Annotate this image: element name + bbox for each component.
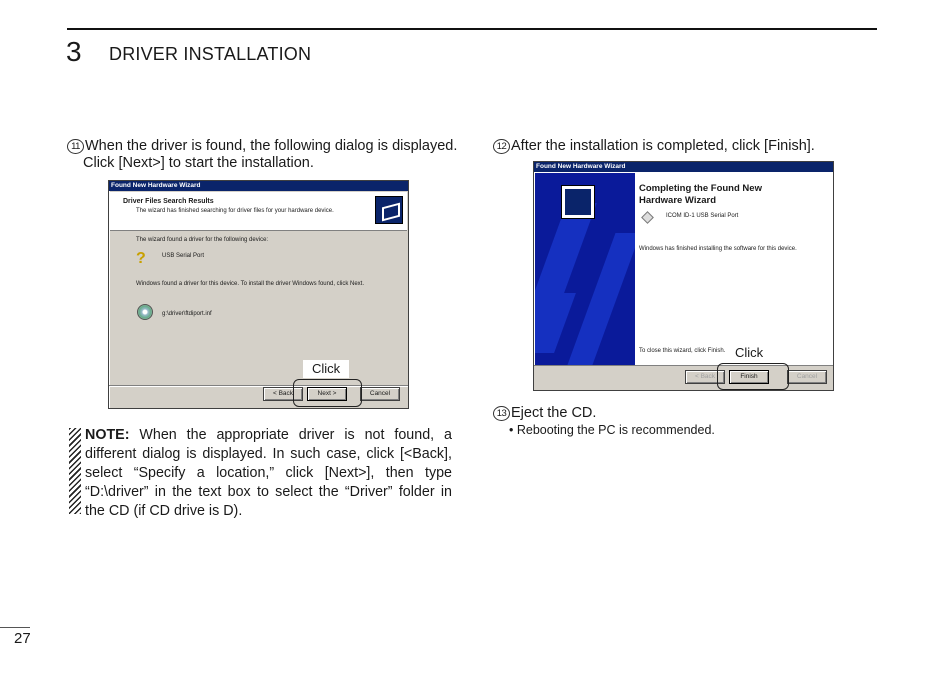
completing-wizard-dialog bbox=[533, 161, 834, 391]
wizard-side-graphic bbox=[535, 173, 635, 365]
click-highlight bbox=[717, 363, 789, 390]
step-text-line2: Click [Next>] to start the installation. bbox=[83, 155, 314, 171]
chapter-number: 3 bbox=[66, 36, 82, 67]
header-rule bbox=[67, 28, 877, 30]
step-13 bbox=[493, 405, 596, 422]
device-name: USB Serial Port bbox=[162, 253, 205, 259]
click-highlight bbox=[293, 379, 362, 407]
chapter-title: DRIVER INSTALLATION bbox=[109, 44, 312, 64]
found-hardware-dialog bbox=[108, 180, 409, 409]
step-12 bbox=[493, 138, 815, 155]
device-icon bbox=[641, 211, 654, 224]
back-button[interactable]: < Back bbox=[685, 370, 725, 384]
dialog-text-found: The wizard found a driver for the following device: bbox=[136, 237, 269, 243]
dialog-subheading: The wizard has finished searching for driver files for your hardware device. bbox=[136, 208, 334, 214]
question-device-icon: ? bbox=[136, 250, 146, 267]
next-button[interactable]: Next > bbox=[307, 387, 347, 401]
step-text: When the driver is found, the following dialog is displayed. bbox=[85, 138, 458, 154]
dialog-header bbox=[110, 192, 407, 231]
driver-path: g:\driver\ftdiport.inf bbox=[162, 311, 212, 317]
click-callout: Click bbox=[303, 360, 349, 378]
dialog-text-install: Windows found a driver for this device. To install the driver Windows found, click Next. bbox=[136, 281, 364, 287]
back-button[interactable]: < Back bbox=[263, 387, 303, 401]
step-text: Eject the CD. bbox=[511, 405, 597, 421]
page-number: 27 bbox=[14, 630, 31, 647]
cancel-button[interactable]: Cancel bbox=[360, 387, 400, 401]
finish-button[interactable]: Finish bbox=[729, 370, 769, 384]
click-callout: Click bbox=[730, 344, 768, 362]
hardware-wizard-icon bbox=[375, 196, 403, 224]
dialog-text-close: To close this wizard, click Finish. bbox=[639, 348, 726, 354]
dialog-heading: Driver Files Search Results bbox=[123, 198, 214, 205]
note-label: NOTE: bbox=[85, 427, 130, 443]
step-text: After the installation is completed, click [Finish]. bbox=[511, 138, 815, 154]
step-number: 12 bbox=[493, 139, 510, 154]
step-number: 11 bbox=[67, 139, 84, 154]
dialog-heading: Completing the Found New Hardware Wizard bbox=[639, 183, 762, 206]
dialog-titlebar: Found New Hardware Wizard bbox=[109, 181, 408, 191]
device-name: ICOM ID-1 USB Serial Port bbox=[666, 213, 739, 219]
step-13-bullet: • Rebooting the PC is recommended. bbox=[509, 423, 715, 437]
note-paragraph bbox=[85, 426, 452, 521]
cancel-button[interactable]: Cancel bbox=[787, 370, 827, 384]
note-marker bbox=[69, 428, 81, 514]
footer-rule bbox=[0, 627, 30, 628]
step-11 bbox=[67, 138, 457, 172]
cd-icon bbox=[137, 304, 153, 320]
dialog-titlebar: Found New Hardware Wizard bbox=[534, 162, 833, 172]
dialog-text-finished: Windows has finished installing the software for this device. bbox=[639, 246, 797, 252]
dialog-divider bbox=[109, 385, 408, 386]
note-text: When the appropriate driver is not found, a different dialog is displayed. In such case, click [<Back], select “Specify a location,” click [Next>], then type “D:\driver” in the text box to select the “Driver” folder in the CD (if CD drive is D). bbox=[85, 427, 452, 519]
step-number: 13 bbox=[493, 406, 510, 421]
